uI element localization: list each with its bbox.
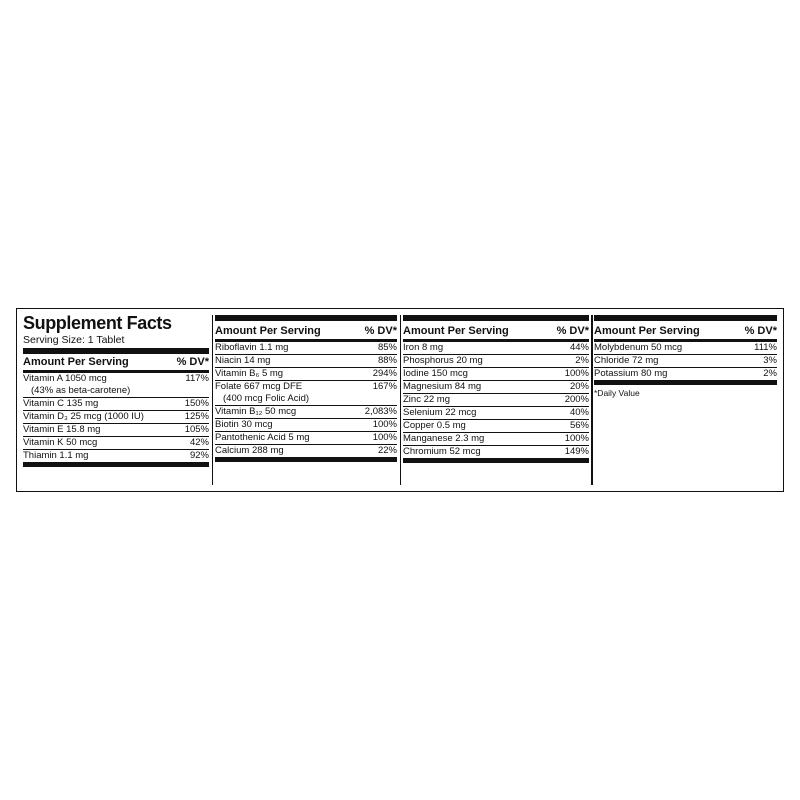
nutrient-name: Calcium 288 mg: [215, 445, 284, 456]
nutrient-daily-value: 3%: [763, 355, 777, 366]
nutrient-name-cell: [403, 420, 466, 432]
nutrient-name: Potassium 80 mg: [594, 368, 668, 379]
nutrient-name-cell: [215, 432, 310, 444]
panel-1: [23, 315, 209, 485]
nutrient-name: Phosphorus 20 mg: [403, 355, 483, 366]
nutrient-daily-value: 2,083%: [364, 406, 397, 417]
nutrient-list: [403, 342, 589, 459]
nutrient-name-cell: [23, 424, 100, 436]
nutrient-daily-value: 125%: [184, 411, 209, 422]
nutrient-daily-value: 42%: [189, 437, 209, 448]
nutrient-name-cell: [403, 446, 481, 458]
serving-size: Serving Size: 1 Tablet: [23, 334, 125, 346]
nutrient-name-cell: [23, 450, 88, 462]
dv-header: % DV*: [556, 325, 589, 337]
dv-header: % DV*: [364, 325, 397, 337]
nutrient-daily-value: 85%: [377, 342, 397, 353]
nutrient-row: [403, 355, 589, 368]
nutrient-name: Magnesium 84 mg: [403, 381, 482, 392]
nutrient-name-cell: [23, 398, 98, 410]
nutrient-row: [403, 407, 589, 420]
nutrient-name: Biotin 30 mcg: [215, 419, 273, 430]
bottom-rule: [403, 459, 589, 463]
nutrient-name: Molybdenum 50 mcg: [594, 342, 683, 353]
nutrient-daily-value: 200%: [564, 394, 589, 405]
daily-value-footnote: *Daily Value: [594, 388, 640, 398]
nutrient-row: [215, 406, 397, 419]
nutrient-name: Vitamin K 50 mcg: [23, 437, 98, 448]
nutrient-daily-value: 44%: [569, 342, 589, 353]
nutrient-daily-value: 92%: [189, 450, 209, 461]
nutrient-name-cell: [594, 368, 667, 380]
column-header: [215, 321, 397, 342]
nutrient-name-cell: [403, 355, 483, 367]
supplement-facts-label: [16, 308, 784, 492]
nutrient-row: [403, 394, 589, 407]
nutrient-row: [403, 420, 589, 433]
nutrient-name-cell: [215, 419, 273, 431]
nutrient-row: [403, 342, 589, 355]
column-divider: [591, 315, 593, 485]
amount-header: Amount Per Serving: [23, 356, 129, 368]
bottom-rule: [23, 463, 209, 467]
nutrient-name: Chromium 52 mcg: [403, 446, 481, 457]
nutrient-name-cell: [215, 406, 296, 418]
nutrient-row: [403, 446, 589, 459]
nutrient-daily-value: 105%: [184, 424, 209, 435]
nutrient-list: [23, 373, 209, 463]
nutrient-row: [215, 445, 397, 458]
nutrient-daily-value: 20%: [569, 381, 589, 392]
amount-header: Amount Per Serving: [215, 325, 321, 337]
nutrient-name: Vitamin E 15.8 mg: [23, 424, 101, 435]
nutrient-subnote: (43% as beta-carotene): [31, 385, 131, 396]
nutrient-row: [215, 355, 397, 368]
nutrient-row: [215, 381, 397, 406]
nutrient-name-cell: [403, 381, 481, 393]
column-divider: [212, 315, 214, 485]
nutrient-name: Vitamin B₆ 5 mg: [215, 368, 284, 379]
nutrient-row: [23, 398, 209, 411]
nutrient-name-cell: [23, 437, 97, 449]
nutrient-row: [23, 437, 209, 450]
nutrient-daily-value: 100%: [372, 419, 397, 430]
nutrient-name: Niacin 14 mg: [215, 355, 271, 366]
column-header: [403, 321, 589, 342]
dv-header: % DV*: [176, 356, 209, 368]
nutrient-list: [215, 342, 397, 458]
column-divider: [400, 315, 402, 485]
nutrient-subnote: (400 mcg Folic Acid): [223, 393, 310, 404]
nutrient-name-cell: [215, 368, 283, 380]
nutrient-name-cell: [403, 407, 476, 419]
nutrient-row: [23, 450, 209, 463]
nutrient-name-cell: [403, 342, 443, 354]
nutrient-daily-value: 150%: [184, 398, 209, 409]
panel-2: [215, 315, 397, 485]
nutrient-name-cell: [403, 433, 484, 445]
nutrient-daily-value: 167%: [372, 381, 397, 392]
nutrient-daily-value: 56%: [569, 420, 589, 431]
nutrient-name: Vitamin B₁₂ 50 mcg: [215, 406, 297, 417]
nutrient-name: Pantothenic Acid 5 mg: [215, 432, 310, 443]
label-title: Supplement Facts: [23, 313, 172, 333]
nutrient-daily-value: 100%: [564, 433, 589, 444]
dv-header: % DV*: [744, 325, 777, 337]
nutrient-name: Manganese 2.3 mg: [403, 433, 485, 444]
nutrient-row: [23, 424, 209, 437]
nutrient-daily-value: 111%: [754, 342, 777, 353]
nutrient-daily-value: 149%: [564, 446, 589, 457]
nutrient-row: [215, 342, 397, 355]
nutrient-name-cell: [594, 342, 682, 354]
panel-4: [594, 315, 777, 485]
nutrient-name: Vitamin D₃ 25 mcg (1000 IU): [23, 411, 144, 422]
nutrient-daily-value: 117%: [185, 373, 209, 384]
nutrient-row: [23, 373, 209, 398]
column-header: [23, 354, 209, 373]
nutrient-name: Riboflavin 1.1 mg: [215, 342, 289, 353]
nutrient-row: [403, 433, 589, 446]
bottom-rule: [215, 458, 397, 462]
column-header: [594, 321, 777, 342]
nutrient-daily-value: 2%: [575, 355, 589, 366]
nutrient-name: Chloride 72 mg: [594, 355, 659, 366]
nutrient-name-cell: [215, 445, 284, 457]
nutrient-name: Thiamin 1.1 mg: [23, 450, 89, 461]
amount-header: Amount Per Serving: [403, 325, 509, 337]
nutrient-name-cell: [403, 368, 468, 380]
nutrient-daily-value: 100%: [372, 432, 397, 443]
amount-header: Amount Per Serving: [594, 325, 700, 337]
nutrient-name: Vitamin C 135 mg: [23, 398, 99, 409]
panel-3: [403, 315, 589, 485]
nutrient-name: Copper 0.5 mg: [403, 420, 466, 431]
nutrient-name: Iron 8 mg: [403, 342, 444, 353]
nutrient-name-cell: [215, 355, 270, 367]
nutrient-name-cell: [23, 373, 130, 397]
nutrient-name-cell: [215, 381, 309, 405]
nutrient-row: [403, 368, 589, 381]
nutrient-row: [403, 381, 589, 394]
nutrient-row: [215, 432, 397, 445]
nutrient-row: [215, 368, 397, 381]
nutrient-daily-value: 294%: [372, 368, 397, 379]
nutrient-name: Vitamin A 1050 mcg: [23, 373, 107, 384]
nutrient-name-cell: [403, 394, 450, 406]
nutrient-daily-value: 88%: [377, 355, 397, 366]
nutrient-daily-value: 2%: [763, 368, 777, 379]
nutrient-name: Folate 667 mcg DFE: [215, 381, 303, 392]
nutrient-name-cell: [594, 355, 658, 367]
nutrient-name-cell: [23, 411, 144, 423]
nutrient-name-cell: [215, 342, 288, 354]
nutrient-name: Zinc 22 mg: [403, 394, 450, 405]
nutrient-row: [594, 342, 777, 355]
nutrient-row: [594, 355, 777, 368]
nutrient-list: [594, 342, 777, 381]
nutrient-name: Iodine 150 mcg: [403, 368, 468, 379]
nutrient-daily-value: 40%: [569, 407, 589, 418]
nutrient-row: [23, 411, 209, 424]
nutrient-row: [594, 368, 777, 381]
nutrient-row: [215, 419, 397, 432]
nutrient-daily-value: 100%: [564, 368, 589, 379]
nutrient-daily-value: 22%: [377, 445, 397, 456]
nutrient-name: Selenium 22 mcg: [403, 407, 477, 418]
